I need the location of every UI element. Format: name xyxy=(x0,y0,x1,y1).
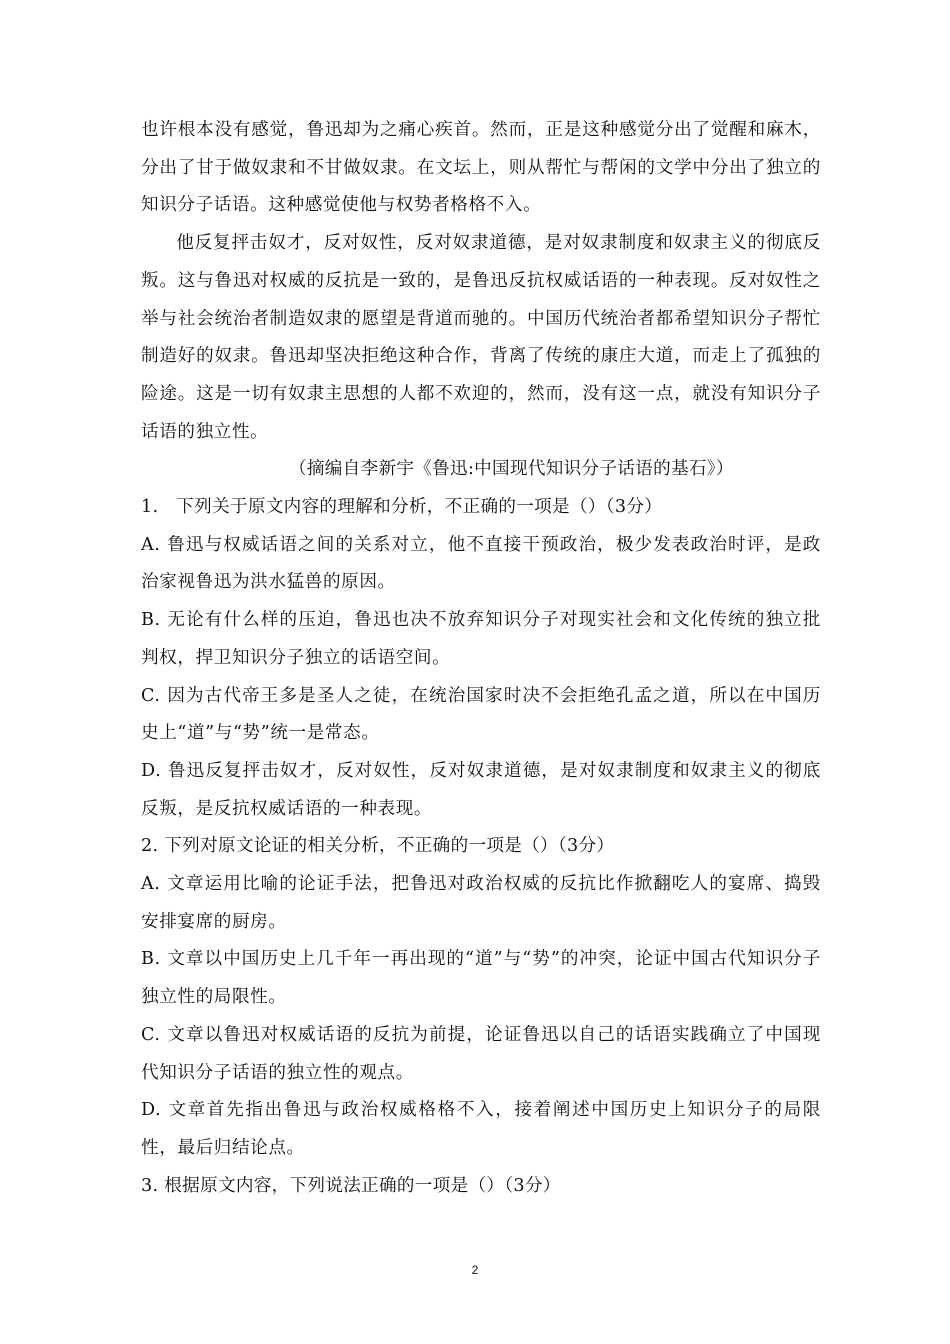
page-content xyxy=(141,112,821,1205)
question-stem: 3. 根据原文内容，下列说法正确的一项是（）（3分） xyxy=(141,1175,561,1196)
option-d: D. 鲁迅反复抨击奴才，反对奴性，反对奴隶道德，是对奴隶制度和奴隶主义的彻底反叛，是反抗权威话语的一种表现。 xyxy=(141,760,821,819)
passage-source: （摘编自李新宇《鲁迅:中国现代知识分子话语的基石》） xyxy=(289,459,734,480)
question-3 xyxy=(141,1168,821,1206)
question-1 xyxy=(141,489,821,828)
page-number: 2 xyxy=(471,1263,479,1277)
question-stem: 2. 下列对原文论证的相关分析，不正确的一项是（）（3分） xyxy=(141,836,615,857)
option-c: C. 文章以鲁迅对权威话语的反抗为前提，论证鲁迅以自己的话语实践确立了中国现代知识分子话语的独立性的观点。 xyxy=(141,1024,821,1083)
question-2 xyxy=(141,828,821,1167)
option-a: A. 鲁迅与权威话语之间的关系对立，他不直接干预政治，极少发表政治时评，是政治家视鲁迅为洪水猛兽的原因。 xyxy=(141,534,821,593)
question-stem: 1. 下列关于原文内容的理解和分析，不正确的一项是（）（3分） xyxy=(141,497,663,518)
passage-paragraph-1: 也许根本没有感觉，鲁迅却为之痛心疾首。然而，正是这种感觉分出了觉醒和麻木，分出了甘于做奴隶和不甘做奴隶。在文坛上，则从帮忙与帮闲的文学中分出了独立的知识分子话语。这种感觉使他与权势者格格不入。 xyxy=(141,120,821,216)
option-b: B. 文章以中国历史上几千年一再出现的“道”与“势”的冲突，论证中国古代知识分子独立性的局限性。 xyxy=(141,949,821,1008)
option-a: A. 文章运用比喻的论证手法，把鲁迅对政治权威的反抗比作掀翻吃人的宴席、捣毁安排宴席的厨房。 xyxy=(141,874,821,932)
option-d: D. 文章首先指出鲁迅与政治权威格格不入，接着阐述中国历史上知识分子的局限性，最后归结论点。 xyxy=(141,1100,821,1158)
passage-paragraph-2: 他反复抨击奴才，反对奴性，反对奴隶道德，是对奴隶制度和奴隶主义的彻底反叛。这与鲁迅对权威的反抗是一致的，是鲁迅反抗权威话语的一种表现。反对奴性之举与社会统治者制造奴隶的愿望是背道而驰的。中国历代统治者都希望知识分子帮忙制造好的奴隶。鲁迅却坚决拒绝这种合作，背离了传统的康庄大道，而走上了孤独的险途。这是一切有奴隶主思想的人都不欢迎的，然而，没有这一点，就没有知识分子话语的独立性。 xyxy=(141,233,821,442)
option-c: C. 因为古代帝王多是圣人之徒，在统治国家时决不会拒绝孔孟之道，所以在中国历史上“道”与“势”统一是常态。 xyxy=(141,685,821,744)
option-b: B. 无论有什么样的压迫，鲁迅也决不放弃知识分子对现实社会和文化传统的独立批判权，捍卫知识分子独立的话语空间。 xyxy=(141,610,821,668)
